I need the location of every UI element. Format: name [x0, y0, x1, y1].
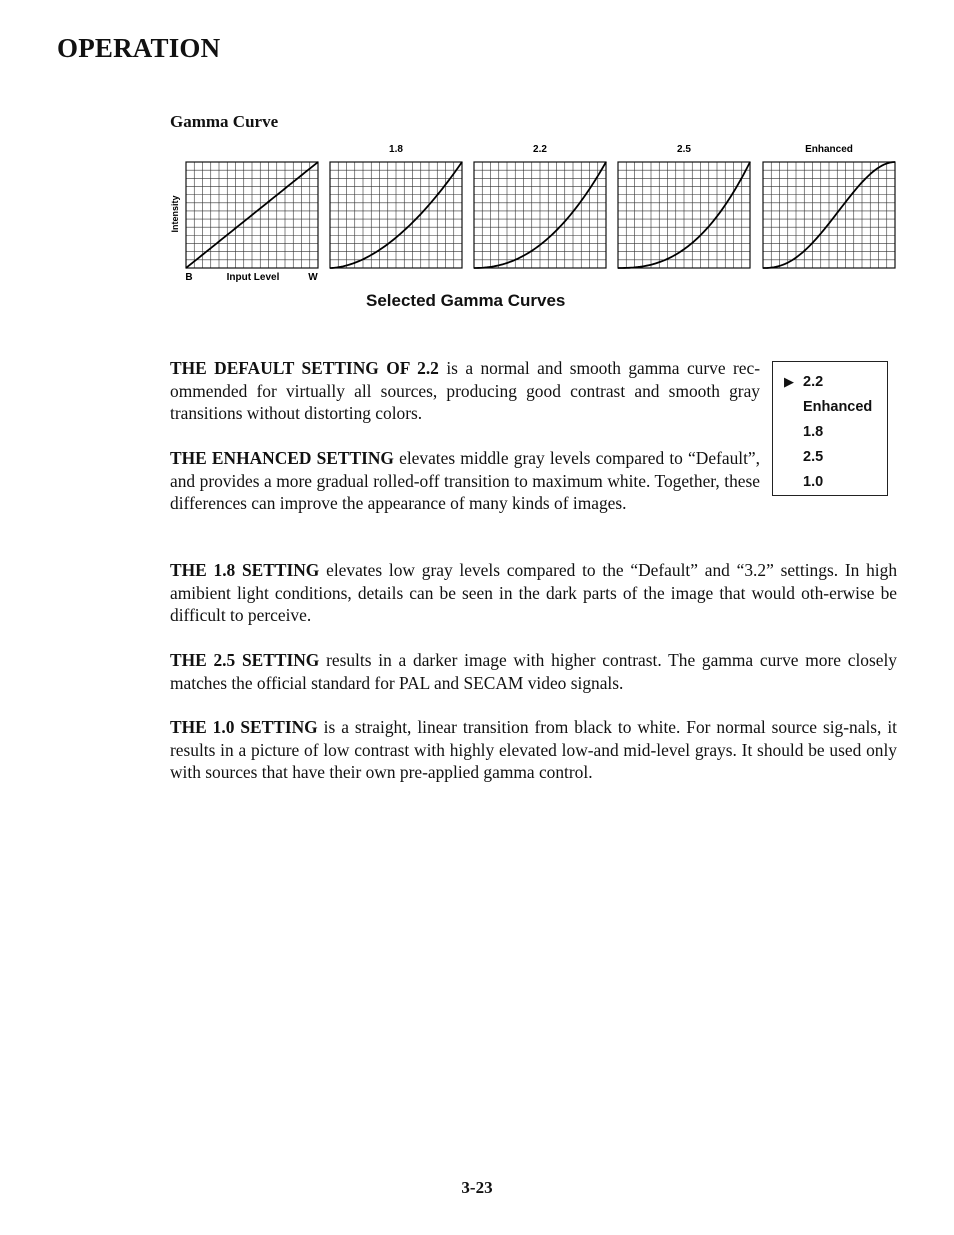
page-header: OPERATION [57, 33, 221, 63]
gamma-panel-label: 2.2 [533, 144, 547, 155]
gamma-curves-figure [166, 138, 906, 288]
x-axis-start-label: B [185, 272, 193, 283]
paragraph-lead: THE 1.0 SETTING [170, 717, 318, 737]
page-number: 3-23 [461, 1178, 493, 1197]
paragraph-1-0-setting [170, 716, 897, 784]
paragraph-1-8-setting [170, 559, 897, 627]
figure-title: Gamma Curve [170, 112, 279, 131]
menu-item-1-0[interactable] [773, 473, 887, 498]
paragraph-lead: THE ENHANCED SETTING [170, 448, 394, 468]
paragraph-text: results in a darker image with higher contrast. The gamma curve more closely matches the official standard for PAL and SECAM video signals. [170, 650, 897, 693]
paragraph-lead: THE DEFAULT SETTING OF 2.2 [170, 358, 439, 378]
paragraph-text: is a normal and smooth gamma curve rec-ommended for virtually all sources, producing good contrast and smooth gray transitions without distorting colors. [170, 358, 761, 423]
gamma-panel [474, 144, 606, 268]
gamma-panel-label: 1.8 [389, 144, 403, 155]
x-axis-label: Input Level [226, 272, 280, 283]
y-axis-label: Intensity [170, 195, 180, 233]
figure-caption: Selected Gamma Curves [366, 291, 566, 310]
gamma-panel [186, 162, 318, 268]
menu-item-label: 2.2 [803, 374, 824, 390]
gamma-panel [763, 144, 895, 268]
menu-item-label: Enhanced [803, 399, 873, 415]
menu-item-label: 1.0 [803, 474, 824, 490]
menu-item-label: 1.8 [803, 424, 824, 440]
paragraph-text: elevates low gray levels compared to the “Default” and “3.2” settings. In high amibient light conditions, details can be seen in the dark parts of the image that would oth-erwise be difficult to perceive. [170, 560, 898, 625]
paragraph-lead: THE 1.8 SETTING [170, 560, 320, 580]
gamma-menu [772, 361, 888, 496]
menu-item-label: 2.5 [803, 449, 824, 465]
menu-item-1-8[interactable] [773, 423, 887, 448]
menu-item-2-2[interactable] [773, 373, 887, 398]
menu-item-enhanced[interactable] [773, 398, 887, 423]
paragraph-text: elevates middle gray levels compared to “Default”, and provides a more gradual rolled-off transition to maximum white. Together, these differences can improve the appearance of many kinds of images. [170, 448, 760, 513]
gamma-panel-label: Enhanced [805, 144, 853, 155]
paragraph-enhanced-setting [170, 447, 760, 515]
paragraph-text: is a straight, linear transition from black to white. For normal source sig-nals, it results in a picture of low contrast with highly elevated low-and mid-level grays. It should be used only with sources that have their own pre-applied gamma control. [170, 717, 898, 782]
selected-arrow-icon: ▶ [784, 374, 794, 389]
menu-item-2-5[interactable] [773, 448, 887, 473]
gamma-panel-label: 2.5 [677, 144, 691, 155]
x-axis-end-label: W [308, 272, 318, 283]
paragraph-lead: THE 2.5 SETTING [170, 650, 320, 670]
gamma-panel [618, 144, 750, 268]
gamma-panel [330, 144, 462, 268]
paragraph-2-5-setting [170, 649, 897, 694]
paragraph-default-setting [170, 357, 760, 425]
